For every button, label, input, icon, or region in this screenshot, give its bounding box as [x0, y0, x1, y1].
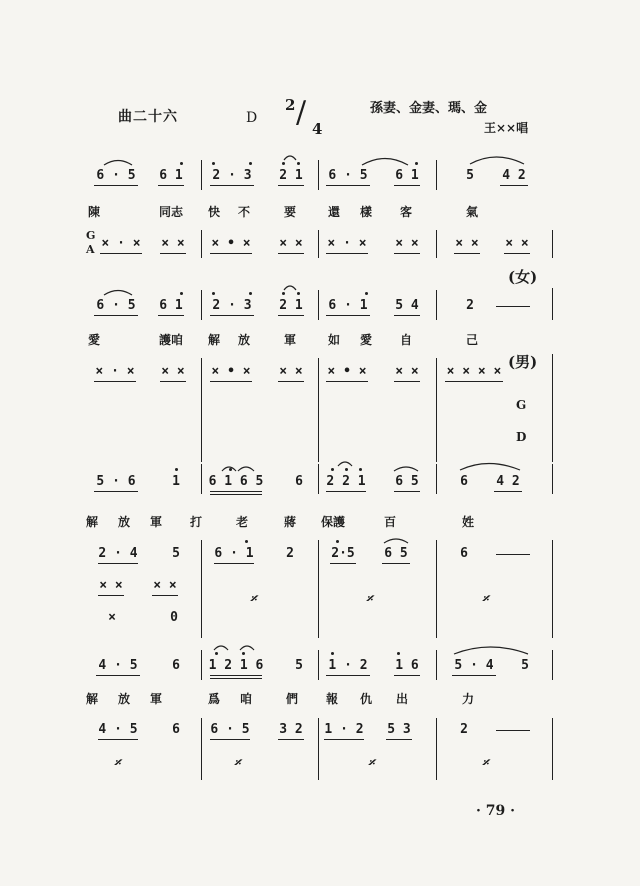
- slur: [384, 539, 408, 543]
- percussion-group: 0: [170, 610, 178, 625]
- lyric: 己: [465, 333, 478, 347]
- lyric: 爲: [207, 692, 220, 706]
- note-group: 6: [295, 474, 303, 489]
- note-group: 2 · 3: [212, 298, 252, 313]
- percussion-group: × ×: [161, 236, 185, 251]
- lyric: 保護: [320, 515, 345, 529]
- simile-mark: 𝄎: [250, 592, 257, 607]
- page-number: · 79 ·: [476, 803, 515, 819]
- percussion-group: × • ×: [211, 364, 251, 379]
- lyric: 仇: [359, 692, 372, 706]
- lyric: 陳: [87, 205, 100, 219]
- lyric: 不: [237, 205, 250, 219]
- lyric: 老: [235, 515, 248, 529]
- note-group: 2 2 1: [326, 474, 366, 489]
- note-group: 6 1: [159, 298, 183, 313]
- lyric: 快: [207, 205, 220, 219]
- tie: [338, 462, 352, 466]
- slur: [240, 646, 254, 650]
- meter-denominator: 4: [312, 120, 323, 138]
- tie: [284, 286, 296, 290]
- note-group: 1 6: [395, 658, 419, 673]
- lyric: 解: [207, 333, 220, 347]
- percussion-group: × · ×: [95, 364, 135, 379]
- lyric: 樣: [359, 205, 372, 219]
- note-group: 1: [172, 474, 180, 489]
- percussion-group: × × × ×: [446, 364, 502, 379]
- percussion-group: × • ×: [327, 364, 367, 379]
- note-group: 5: [172, 546, 180, 561]
- slur: [394, 467, 418, 471]
- slur: [222, 467, 236, 471]
- lyric: 自: [399, 333, 412, 347]
- note-group: 5: [466, 168, 474, 183]
- note-group: 5 3: [387, 722, 411, 737]
- lyric: 報: [325, 692, 338, 706]
- lyric: 愛: [87, 333, 100, 347]
- percussion-group: × ×: [153, 578, 177, 593]
- slur: [454, 647, 528, 654]
- note-group: 5: [521, 658, 529, 673]
- lyric: 護咱: [158, 333, 183, 347]
- percussion-group: × · ×: [327, 236, 367, 251]
- simile-mark: 𝄎: [368, 756, 375, 771]
- percussion-group: ×: [108, 610, 116, 625]
- note-group: 6 · 1: [214, 546, 254, 561]
- percussion-group: × ×: [505, 236, 529, 251]
- note-group: 4 · 5: [98, 658, 138, 673]
- note-group: 5 · 4: [454, 658, 494, 673]
- meter-numerator: 2: [285, 96, 296, 114]
- percussion-group: × ×: [161, 364, 185, 379]
- simile-mark: 𝄎: [482, 756, 489, 771]
- note-group: 4 · 5: [98, 722, 138, 737]
- lyric: 百: [383, 515, 396, 529]
- note-group: 6 5: [395, 474, 419, 489]
- note-group: 6 · 1: [328, 298, 368, 313]
- note-group: 6 5: [384, 546, 408, 561]
- slur: [470, 157, 524, 164]
- note-group: 6 1: [159, 168, 183, 183]
- note-group: 6 · 5: [96, 168, 136, 183]
- voice-label-male: (男): [508, 353, 538, 371]
- note-group: 6: [460, 546, 468, 561]
- lyric: 解: [85, 515, 98, 529]
- note-group: 6: [460, 474, 468, 489]
- lyric: 氣: [465, 205, 478, 219]
- percussion-group: × ×: [395, 236, 419, 251]
- note-group: 2: [460, 722, 468, 737]
- singer-credit: 王××唱: [484, 121, 529, 135]
- lyric: 出: [395, 692, 408, 706]
- tie: [284, 156, 296, 160]
- lyric: 咱: [239, 692, 252, 706]
- performers: 孫妻、金妻、瑪、金: [370, 101, 488, 116]
- slur: [104, 161, 132, 166]
- lyric: 解: [85, 692, 98, 706]
- lyric: 要: [283, 205, 296, 219]
- lyric: 愛: [359, 333, 372, 347]
- note-group: 2 · 3: [212, 168, 252, 183]
- percussion-group: × · ×: [101, 236, 141, 251]
- meter-slash: /: [296, 95, 307, 130]
- voice-label-female: (女): [508, 268, 538, 286]
- percussion-group: × ×: [99, 578, 123, 593]
- gong-label: G: [86, 229, 96, 242]
- lyric: 們: [285, 692, 298, 706]
- note-group: 5 · 6: [96, 474, 136, 489]
- slur: [362, 159, 408, 166]
- slur: [460, 464, 520, 471]
- note-group: 6 · 5: [96, 298, 136, 313]
- note-group: 5 4: [395, 298, 419, 313]
- note-group: 2: [286, 546, 294, 561]
- lyric: 如: [327, 333, 340, 347]
- percussion-group: × • ×: [211, 236, 251, 251]
- note-group: 6 1 6 5: [208, 474, 264, 489]
- lyric: 蔣: [283, 515, 296, 529]
- simile-mark: 𝄎: [114, 756, 121, 771]
- note-group: 6: [172, 658, 180, 673]
- percussion-group: × ×: [279, 236, 303, 251]
- percussion-group: × ×: [455, 236, 479, 251]
- note-group: 6 · 5: [328, 168, 368, 183]
- note-group: 2·5: [331, 546, 355, 561]
- lyric: 姓: [461, 515, 474, 529]
- note-group: 3 2: [279, 722, 303, 737]
- lyric: 放: [237, 333, 250, 347]
- slur: [238, 467, 254, 471]
- lyric: 力: [461, 692, 474, 706]
- key-signature: D: [246, 110, 258, 126]
- lyric: 還: [327, 205, 340, 219]
- simile-mark: 𝄎: [482, 592, 489, 607]
- lyric: 軍: [149, 692, 162, 706]
- note-group: 6 · 5: [210, 722, 250, 737]
- slur: [104, 291, 132, 296]
- note-group: 6: [172, 722, 180, 737]
- gong-label: D: [516, 430, 527, 444]
- note-group: 2 1: [279, 168, 303, 183]
- note-group: 2 1: [279, 298, 303, 313]
- lyric: 打: [189, 515, 202, 529]
- note-group: 2 · 4: [98, 546, 138, 561]
- gong-label: A: [86, 243, 95, 256]
- note-group: 6 1: [395, 168, 419, 183]
- percussion-group: × ×: [279, 364, 303, 379]
- lyric: 同志: [158, 205, 183, 219]
- slur: [214, 646, 228, 650]
- note-group: 5: [295, 658, 303, 673]
- simile-mark: 𝄎: [366, 592, 373, 607]
- note-group: 1 2 1 6: [208, 658, 264, 673]
- note-group: 4 2: [496, 474, 520, 489]
- lyric: 軍: [283, 333, 296, 347]
- percussion-group: × ×: [395, 364, 419, 379]
- note-group: 1 · 2: [324, 722, 364, 737]
- lyric: 放: [117, 515, 130, 529]
- lyric: 軍: [149, 515, 162, 529]
- simile-mark: 𝄎: [234, 756, 241, 771]
- note-group: 1 · 2: [328, 658, 368, 673]
- note-group: 2: [466, 298, 474, 313]
- gong-label: G: [516, 398, 527, 412]
- song-title: 曲二十六: [118, 109, 178, 125]
- lyric: 放: [117, 692, 130, 706]
- note-group: 4 2: [502, 168, 526, 183]
- lyric: 客: [399, 205, 412, 219]
